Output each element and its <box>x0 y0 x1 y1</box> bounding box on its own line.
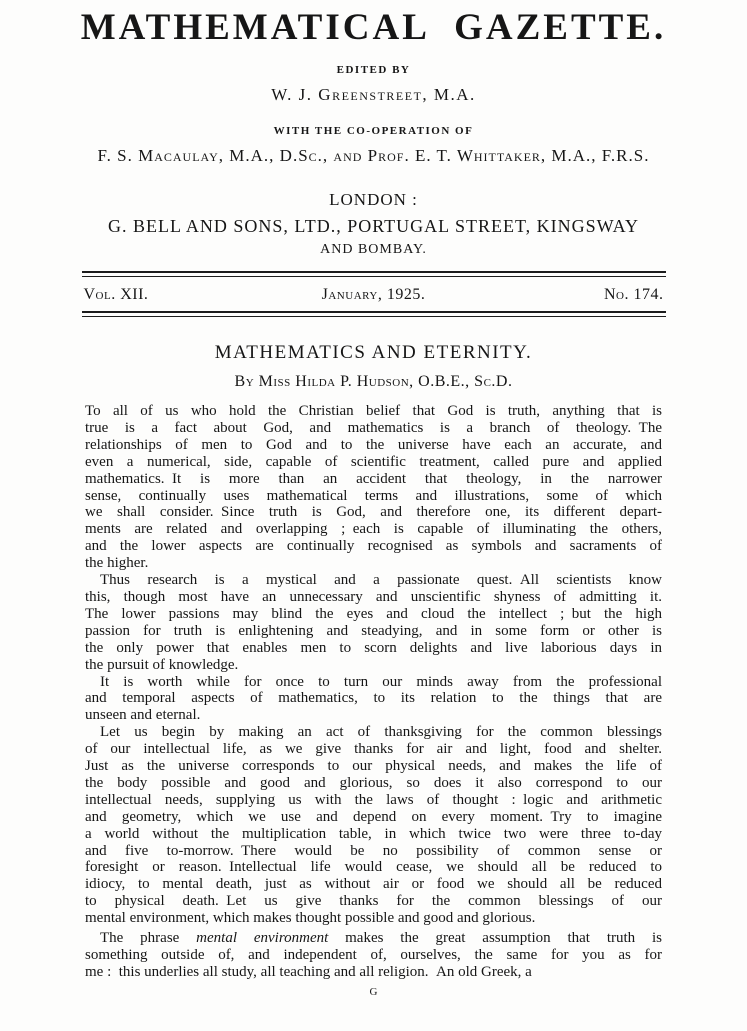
text-line: and temporal aspects of mathematics, to its relation to the things that are <box>85 690 662 707</box>
paragraph <box>85 930 662 981</box>
paragraph <box>85 572 662 673</box>
text-line: true is a fact about God, and mathematics is a branch of theology. The <box>85 419 662 436</box>
issue-header-block <box>82 271 666 317</box>
editor-name: W. J. Greenstreet, M.A. <box>271 85 476 104</box>
article-byline: By Miss Hilda P. Hudson, O.B.E., Sc.D. <box>234 373 513 390</box>
text-line: unseen and eternal. <box>85 707 201 724</box>
cooperators-names: F. S. Macaulay, M.A., D.Sc., and Prof. E. T. Whittaker, M.A., F.R.S. <box>97 146 650 165</box>
text-line: me : this underlies all study, all teaching and all religion. An old Greek, a <box>85 963 532 980</box>
text-line: and the lower aspects are continually recognised as symbols and sacraments of <box>85 538 662 555</box>
text-line: To all of us who hold the Christian belief that God is truth, anything that is <box>85 403 662 419</box>
volume-label: Vol. XII. <box>83 286 149 303</box>
journal-masthead-title: MATHEMATICAL GAZETTE. <box>80 7 667 48</box>
paragraph <box>85 403 662 572</box>
text-line: The lower passions may blind the eyes and cloud the intellect ; but the high <box>85 605 662 622</box>
imprint-publisher-extra: AND BOMBAY. <box>320 242 427 257</box>
text-line: and five to-morrow. There would be no possibility of common sense or <box>85 842 662 859</box>
text-line: idiocy, to mental death, just as without air or food we should all be reduced <box>85 876 662 893</box>
imprint-publisher: G. BELL AND SONS, LTD., PORTUGAL STREET, KINGSWAY <box>108 216 639 236</box>
cooperation-label: WITH THE CO-OPERATION OF <box>273 125 474 137</box>
text-line: relationships of men to God and to the universe have each an accurate, and <box>85 436 662 453</box>
text-line: sense, continually uses mathematical terms and illustrations, some of which <box>85 487 662 504</box>
top-double-rule <box>82 271 666 277</box>
text-line: something outside of, and independent of, ourselves, the same for you as for <box>85 947 662 963</box>
text-line: to physical death. Let us give thanks for the common blessings of our <box>85 893 662 910</box>
text-line: the pursuit of knowledge. <box>85 656 239 673</box>
printer-signature-mark: G <box>369 985 378 998</box>
text-line: the higher. <box>85 555 149 572</box>
issue-bar <box>82 286 666 303</box>
text-line: Thus research is a mystical and a passionate quest. All scientists know <box>100 572 662 589</box>
text-line: Let us begin by making an act of thanksgiving for the common blessings <box>100 724 662 741</box>
text-line: and geometry, which we use and depend on every moment. Try to imagine <box>85 808 662 825</box>
text-line: mathematics. It is more than an accident that theology, in the narrower <box>85 470 662 487</box>
paragraph <box>85 724 662 927</box>
text-line: foresight or reason. Intellectual life would cease, we should all be reduced to <box>85 859 662 876</box>
text-line: Just as the universe corresponds to our physical needs, and makes the life of <box>85 758 662 775</box>
text-line: passion for truth is enlightening and steadying, and in some form or other is <box>85 622 662 639</box>
text-line: It is worth while for once to turn our minds away from the professional <box>100 673 662 690</box>
paragraph <box>85 674 662 725</box>
issue-number-label: No. 174. <box>603 286 664 303</box>
text-line: mental environment, which makes thought possible and good and glorious. <box>85 910 536 927</box>
text-line: a world without the multiplication table, in which twice two were three to-day <box>85 825 662 842</box>
article-body <box>85 403 662 981</box>
bottom-double-rule <box>82 311 666 317</box>
text-line: of our intellectual life, as we give thanks for air and light, food and shelter. <box>85 741 662 758</box>
text-line: The phrase mental environment makes the great assumption that truth is <box>100 930 663 947</box>
text-line: the body possible and good and glorious, so does it also correspond to our <box>85 774 662 791</box>
issue-date-label: January, 1925. <box>321 286 426 303</box>
article-title: MATHEMATICS AND ETERNITY. <box>214 342 533 363</box>
text-line: we shall consider. Since truth is God, and therefore one, its different depart- <box>85 504 662 521</box>
text-line: ments are related and overlapping ; each is capable of illuminating the others, <box>85 521 662 538</box>
text-line: the only power that enables men to scorn delights and live laborious days in <box>85 639 662 656</box>
imprint-city: LONDON : <box>329 190 418 209</box>
edited-by-label: EDITED BY <box>336 64 411 76</box>
text-line: intellectual needs, supplying us with the laws of thought : logic and arithmetic <box>85 791 662 808</box>
text-line: even a numerical, side, capable of scientific treatment, called pure and applied <box>85 453 662 470</box>
text-line: this, though most have an unnecessary and unscientific shyness of admitting it. <box>85 588 662 605</box>
